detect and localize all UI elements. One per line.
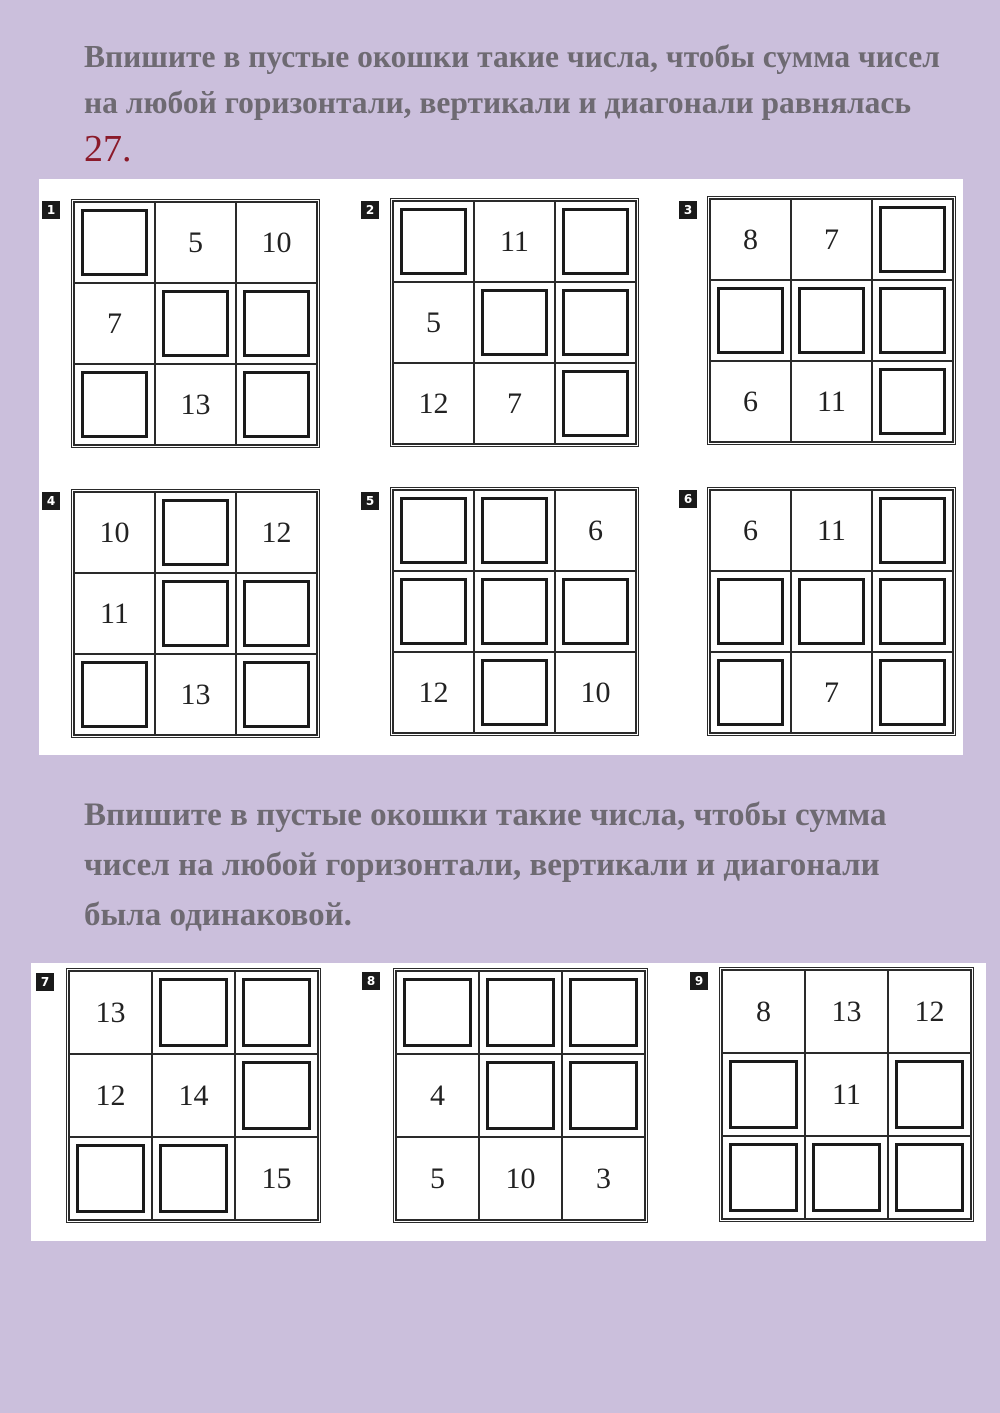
given-number-cell: 7: [791, 199, 872, 280]
empty-answer-box[interactable]: [479, 1054, 562, 1137]
target-sum: 27.: [84, 128, 132, 170]
puzzle-number-badge: 1: [42, 201, 60, 219]
given-number-cell: 13: [69, 971, 152, 1054]
empty-answer-box[interactable]: [710, 652, 791, 733]
puzzle-number-badge: 8: [362, 972, 380, 990]
given-number-cell: 10: [236, 202, 317, 283]
empty-answer-box[interactable]: [555, 282, 636, 363]
puzzle-number-badge: 9: [690, 972, 708, 990]
puzzle-number-badge: 4: [42, 492, 60, 510]
given-number-cell: 6: [710, 490, 791, 571]
instruction-top: [84, 34, 964, 174]
empty-answer-box[interactable]: [474, 652, 555, 733]
magic-square-grid: [707, 196, 956, 445]
puzzle-number-badge: 3: [679, 201, 697, 219]
given-number-cell: 8: [722, 970, 805, 1053]
given-number-cell: 6: [555, 490, 636, 571]
empty-answer-box[interactable]: [236, 364, 317, 445]
given-number-cell: 11: [791, 490, 872, 571]
empty-answer-box[interactable]: [235, 1054, 318, 1137]
given-number-cell: 12: [393, 652, 474, 733]
puzzle-number-badge: 5: [361, 492, 379, 510]
empty-answer-box[interactable]: [805, 1136, 888, 1219]
empty-answer-box[interactable]: [393, 201, 474, 282]
empty-answer-box[interactable]: [236, 654, 317, 735]
empty-answer-box[interactable]: [155, 492, 236, 573]
magic-square-grid: [71, 489, 320, 738]
empty-answer-box[interactable]: [562, 1054, 645, 1137]
given-number-cell: 7: [74, 283, 155, 364]
magic-square-grid: [393, 968, 648, 1223]
magic-square-grid: [390, 487, 639, 736]
empty-answer-box[interactable]: [872, 652, 953, 733]
given-number-cell: 5: [396, 1137, 479, 1220]
given-number-cell: 10: [479, 1137, 562, 1220]
given-number-cell: 10: [555, 652, 636, 733]
empty-answer-box[interactable]: [722, 1136, 805, 1219]
magic-square-grid: [719, 967, 974, 1222]
given-number-cell: 12: [393, 363, 474, 444]
empty-answer-box[interactable]: [393, 490, 474, 571]
puzzle-panel-bottom: [31, 963, 986, 1241]
given-number-cell: 10: [74, 492, 155, 573]
empty-answer-box[interactable]: [555, 201, 636, 282]
magic-square-grid: [71, 199, 320, 448]
empty-answer-box[interactable]: [555, 363, 636, 444]
given-number-cell: 8: [710, 199, 791, 280]
empty-answer-box[interactable]: [474, 571, 555, 652]
given-number-cell: 13: [155, 654, 236, 735]
magic-square-grid: [390, 198, 639, 447]
instruction-bottom: Впишите в пустые окошки такие числа, чтобы сумма чисел на любой горизонтали, вертикали и диагонали была одинаковой.: [84, 797, 887, 933]
given-number-cell: 4: [396, 1054, 479, 1137]
empty-answer-box[interactable]: [74, 654, 155, 735]
given-number-cell: 12: [236, 492, 317, 573]
empty-answer-box[interactable]: [69, 1137, 152, 1220]
empty-answer-box[interactable]: [396, 971, 479, 1054]
empty-answer-box[interactable]: [74, 364, 155, 445]
given-number-cell: 12: [69, 1054, 152, 1137]
instruction-top-text: Впишите в пустые окошки такие числа, чтобы сумма чисел на любой горизонтали, вертикали и диагонали равнялась: [84, 39, 940, 120]
empty-answer-box[interactable]: [74, 202, 155, 283]
empty-answer-box[interactable]: [479, 971, 562, 1054]
empty-answer-box[interactable]: [555, 571, 636, 652]
empty-answer-box[interactable]: [791, 571, 872, 652]
empty-answer-box[interactable]: [888, 1053, 971, 1136]
given-number-cell: 11: [805, 1053, 888, 1136]
puzzle-number-badge: 7: [36, 973, 54, 991]
given-number-cell: 13: [805, 970, 888, 1053]
empty-answer-box[interactable]: [474, 490, 555, 571]
empty-answer-box[interactable]: [236, 283, 317, 364]
given-number-cell: 11: [474, 201, 555, 282]
given-number-cell: 11: [74, 573, 155, 654]
empty-answer-box[interactable]: [872, 490, 953, 571]
given-number-cell: 11: [791, 361, 872, 442]
given-number-cell: 5: [155, 202, 236, 283]
given-number-cell: 12: [888, 970, 971, 1053]
empty-answer-box[interactable]: [872, 280, 953, 361]
puzzle-number-badge: 2: [361, 201, 379, 219]
empty-answer-box[interactable]: [872, 199, 953, 280]
given-number-cell: 6: [710, 361, 791, 442]
given-number-cell: 5: [393, 282, 474, 363]
empty-answer-box[interactable]: [236, 573, 317, 654]
empty-answer-box[interactable]: [393, 571, 474, 652]
magic-square-grid: [707, 487, 956, 736]
empty-answer-box[interactable]: [710, 280, 791, 361]
given-number-cell: 7: [791, 652, 872, 733]
puzzle-number-badge: 6: [679, 490, 697, 508]
given-number-cell: 15: [235, 1137, 318, 1220]
empty-answer-box[interactable]: [155, 573, 236, 654]
empty-answer-box[interactable]: [474, 282, 555, 363]
empty-answer-box[interactable]: [152, 971, 235, 1054]
empty-answer-box[interactable]: [155, 283, 236, 364]
empty-answer-box[interactable]: [888, 1136, 971, 1219]
empty-answer-box[interactable]: [235, 971, 318, 1054]
empty-answer-box[interactable]: [791, 280, 872, 361]
empty-answer-box[interactable]: [872, 571, 953, 652]
given-number-cell: 14: [152, 1054, 235, 1137]
empty-answer-box[interactable]: [562, 971, 645, 1054]
empty-answer-box[interactable]: [872, 361, 953, 442]
given-number-cell: 3: [562, 1137, 645, 1220]
given-number-cell: 7: [474, 363, 555, 444]
empty-answer-box[interactable]: [152, 1137, 235, 1220]
magic-square-grid: [66, 968, 321, 1223]
empty-answer-box[interactable]: [710, 571, 791, 652]
given-number-cell: 13: [155, 364, 236, 445]
empty-answer-box[interactable]: [722, 1053, 805, 1136]
puzzle-panel-top: [39, 179, 963, 755]
